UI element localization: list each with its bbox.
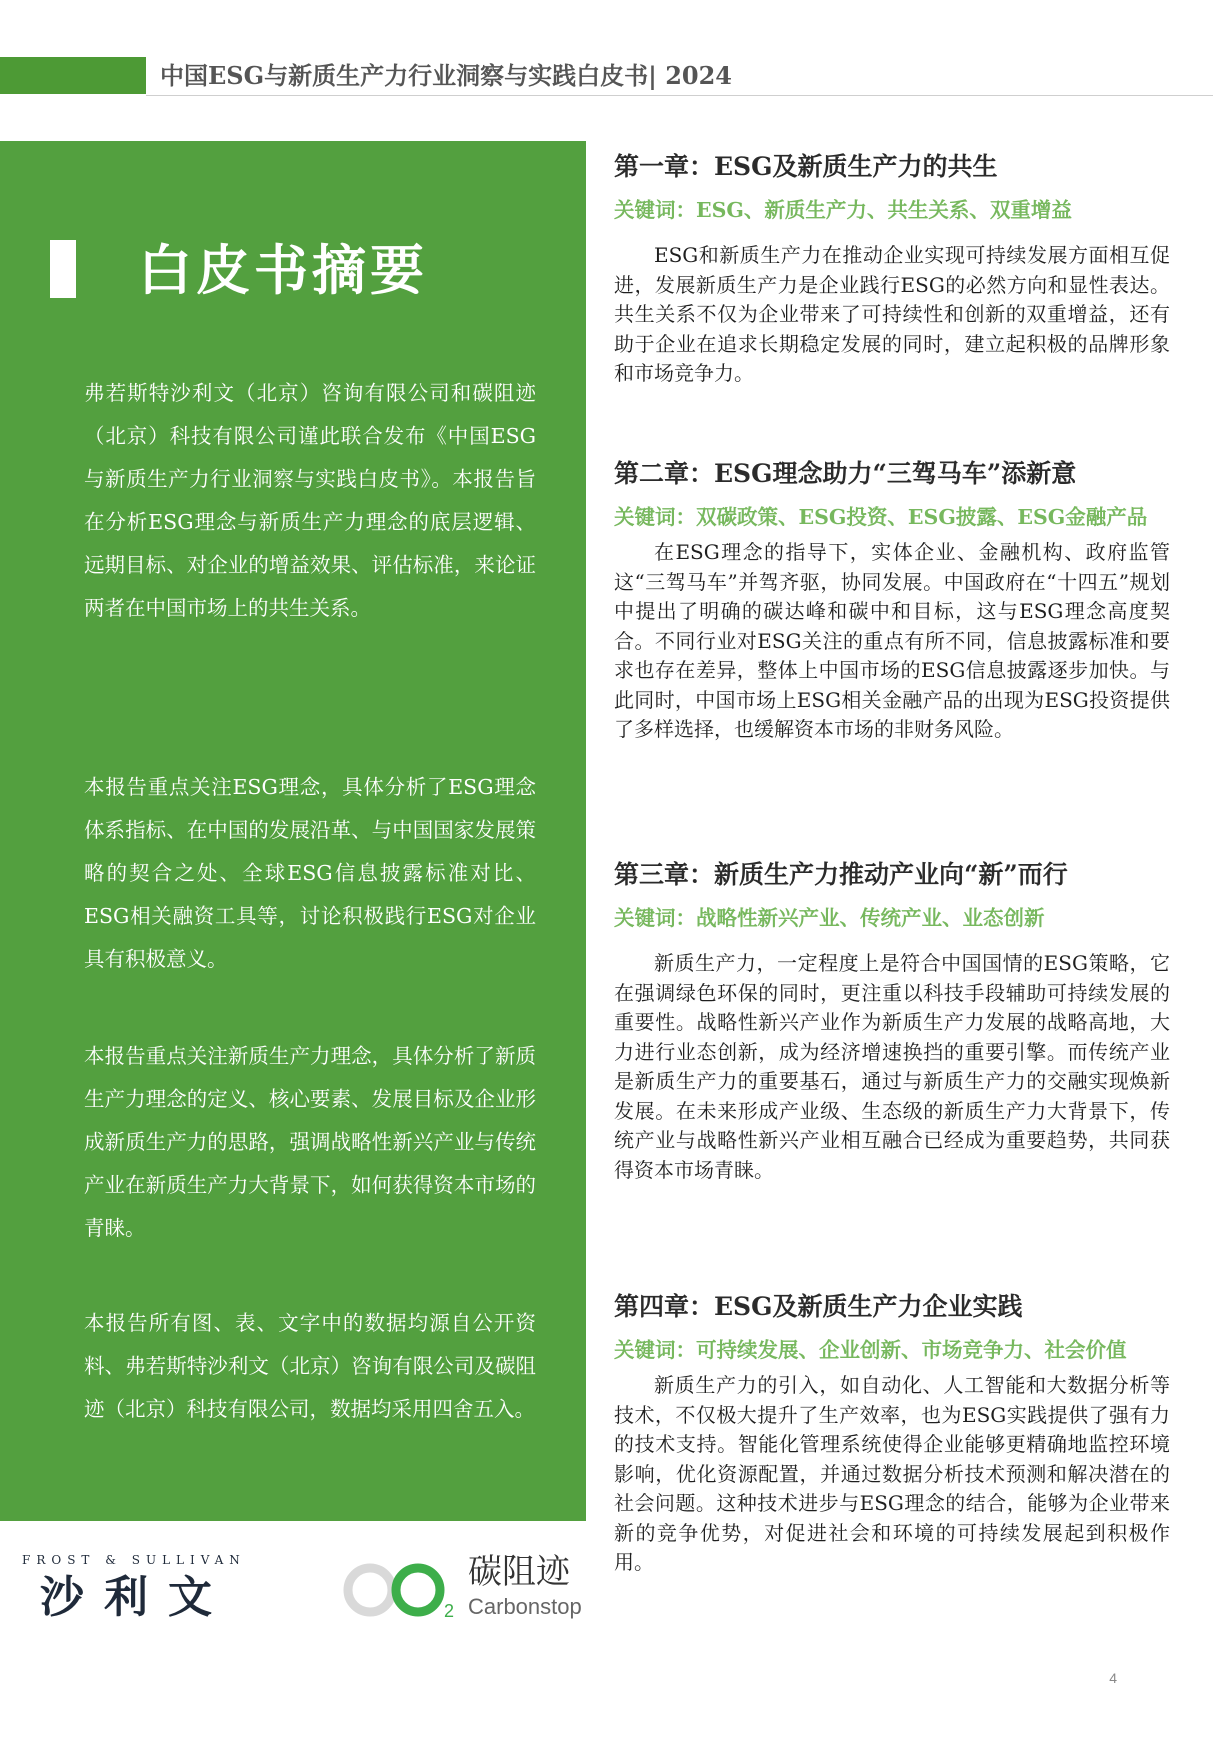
svg-text:2: 2	[444, 1601, 455, 1621]
chapter-1-keywords: 关键词：ESG、新质生产力、共生关系、双重增益	[614, 198, 1072, 222]
chapter-1	[614, 150, 1170, 389]
header-divider	[146, 95, 1213, 96]
chapter-3-keywords: 关键词：战略性新兴产业、传统产业、业态创新	[614, 906, 1045, 930]
summary-title: 白皮书摘要	[138, 238, 428, 302]
summary-title-marker	[50, 240, 76, 298]
chapter-2-body: 在ESG理念的指导下，实体企业、金融机构、政府监管这“三驾马车”并驾齐驱，协同发展。中国政府在“十四五”规划中提出了明确的碳达峰和碳中和目标，这与ESG理念高度契合。不同行业对ESG关注的重点有所不同，信息披露标准和要求也存在差异，整体上中国市场的ESG信息披露逐步加快。与此同时，中国市场上ESG相关金融产品的出现为ESG投资提供了多样选择，也缓解资本市场的非财务风险。	[614, 540, 1170, 741]
frost-sullivan-logo-cn: 沙利文	[40, 1572, 232, 1623]
chapter-3	[614, 858, 1170, 1185]
chapter-1-body: ESG和新质生产力在推动企业实现可持续发展方面相互促进，发展新质生产力是企业践行ESG的必然方向和显性表达。共生关系不仅为企业带来了可持续性和创新的双重增益，还有助于企业在追求长期稳定发展的同时，建立起积极的品牌形象和市场竞争力。	[614, 243, 1170, 385]
carbonstop-logo-icon	[340, 1555, 480, 1625]
chapter-1-title: 第一章：ESG及新质生产力的共生	[614, 152, 998, 181]
chapter-2-title: 第二章：ESG理念助力“三驾马车”添新意	[614, 459, 1077, 488]
chapter-4-title: 第四章：ESG及新质生产力企业实践	[614, 1292, 1023, 1321]
header-accent-bar	[0, 57, 146, 94]
chapter-3-title: 第三章：新质生产力推动产业向“新”而行	[614, 860, 1068, 889]
chapter-2	[614, 457, 1170, 745]
chapter-4-keywords: 关键词：可持续发展、企业创新、市场竞争力、社会价值	[614, 1338, 1127, 1362]
carbonstop-logo-en: Carbonstop	[468, 1594, 582, 1619]
summary-paragraph-1: 弗若斯特沙利文（北京）咨询有限公司和碳阻迹（北京）科技有限公司谨此联合发布《中国ESG与新质生产力行业洞察与实践白皮书》。本报告旨在分析ESG理念与新质生产力理念的底层逻辑、远期目标、对企业的增益效果、评估标准，来论证两者在中国市场上的共生关系。	[84, 381, 536, 620]
chapter-4-body: 新质生产力的引入，如自动化、人工智能和大数据分析等技术，不仅极大提升了生产效率，也为ESG实践提供了强有力的技术支持。智能化管理系统使得企业能够更精确地监控环境影响，优化资源配置，并通过数据分析技术预测和解决潜在的社会问题。这种技术进步与ESG理念的结合，能够为企业带来新的竞争优势，对促进社会和环境的可持续发展起到积极作用。	[614, 1373, 1170, 1574]
document-header-title: 中国ESG与新质生产力行业洞察与实践白皮书| 2024	[160, 61, 733, 90]
summary-paragraph-4: 本报告所有图、表、文字中的数据均源自公开资料、弗若斯特沙利文（北京）咨询有限公司及碳阻迹（北京）科技有限公司，数据均采用四舍五入。	[84, 1311, 536, 1421]
summary-paragraph-2: 本报告重点关注ESG理念，具体分析了ESG理念体系指标、在中国的发展沿革、与中国国家发展策略的契合之处、全球ESG信息披露标准对比、ESG相关融资工具等，讨论积极践行ESG对企业具有积极意义。	[84, 775, 536, 971]
summary-paragraph-3: 本报告重点关注新质生产力理念，具体分析了新质生产力理念的定义、核心要素、发展目标及企业形成新质生产力的思路，强调战略性新兴产业与传统产业在新质生产力大背景下，如何获得资本市场的青睐。	[84, 1044, 536, 1240]
carbonstop-logo-cn: 碳阻迹	[468, 1552, 570, 1592]
frost-sullivan-logo-text: FROST & SULLIVAN	[22, 1553, 246, 1567]
chapter-2-keywords: 关键词：双碳政策、ESG投资、ESG披露、ESG金融产品	[614, 505, 1148, 529]
chapter-3-body: 新质生产力，一定程度上是符合中国国情的ESG策略，它在强调绿色环保的同时，更注重以科技手段辅助可持续发展的重要性。战略性新兴产业作为新质生产力发展的战略高地，大力进行业态创新，成为经济增速换挡的重要引擎。而传统产业是新质生产力的重要基石，通过与新质生产力的交融实现焕新发展。在未来形成产业级、生态级的新质生产力大背景下，传统产业与战略性新兴产业相互融合已经成为重要趋势，共同获得资本市场青睐。	[614, 951, 1170, 1182]
chapter-4	[614, 1290, 1170, 1578]
page-number: 4	[1109, 1670, 1117, 1686]
partner-logos	[0, 1540, 600, 1640]
